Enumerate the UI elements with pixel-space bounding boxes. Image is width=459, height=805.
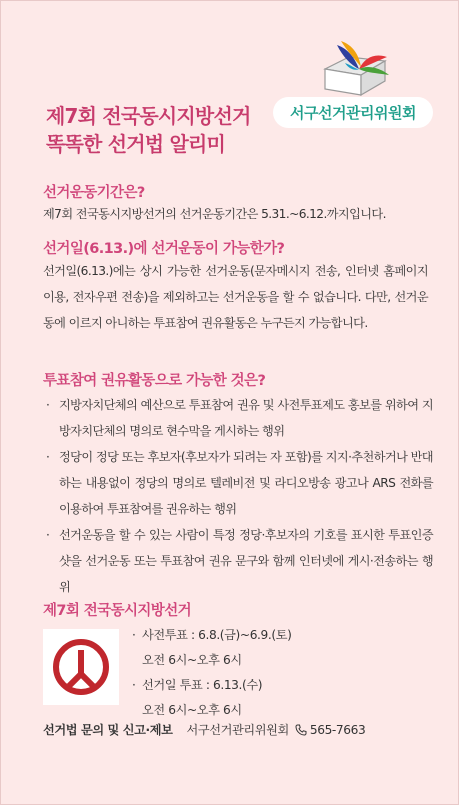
contact-label: 선거법 문의 및 신고·제보: [43, 723, 173, 737]
list-item-text: 정당이 정당 또는 후보자(후보자가 되려는 자 포함)를 지지·추천하거나 반대하는 내용없이 정당의 명의로 텔레비전 및 라디오방송 광고나 ARS 전화를 이용하여 투표참여를 권유하는 행위: [59, 450, 433, 516]
title-line-2: 똑똑한 선거법 알리미: [46, 132, 226, 156]
list-item: [43, 444, 433, 522]
campaign-list: [43, 392, 433, 600]
list-item-text: 선거운동을 할 수 있는 사람이 특정 정당·후보자의 기호를 표시한 투표인증샷을 선거운동 또는 투표참여 권유 문구와 함께 인터넷에 게시·전송하는 행위: [59, 528, 433, 594]
election-day-heading: 선거일(6.13.)에 선거운동이 가능한가?: [43, 241, 285, 257]
election-vote-time: 오전 6시~오후 6시: [142, 703, 242, 717]
election-day-body: 선거일(6.13.)에는 상시 가능한 선거운동(문자메시지 전송, 인터넷 홈페이지 이용, 전자우편 전송)을 제외하고는 선거운동을 할 수 없습니다. 다만, 선거운동에 이르지 아니하는 투표참여 권유활동은 누구든지 가능합니다.: [43, 264, 428, 330]
title-line-1: 제7회 전국동시지방선거: [46, 104, 251, 128]
ballot-box-logo-icon: [315, 39, 397, 97]
schedule-list: [132, 623, 291, 723]
list-item-text: 지방자치단체의 예산으로 투표참여 권유 및 사전투표제도 홍보를 위하여 지방자치단체의 명의로 현수막을 게시하는 행위: [59, 398, 433, 438]
bullet-dot: ·: [46, 450, 50, 464]
schedule-heading: 제7회 전국동시지방선거: [43, 603, 192, 619]
phone-icon: [295, 724, 307, 736]
vote-stamp-icon: [43, 629, 119, 705]
contact-org: 서구선거관리위원회: [186, 723, 289, 737]
election-vote-date: 선거일 투표 : 6.13.(수): [142, 678, 263, 692]
campaign-heading: 투표참여 권유활동으로 가능한 것은?: [43, 373, 266, 389]
early-vote-time: 오전 6시~오후 6시: [142, 653, 242, 667]
bullet-dot: ·: [132, 678, 136, 692]
list-item: [43, 392, 433, 444]
bullet-dot: ·: [46, 528, 50, 542]
contact-footer: [43, 721, 365, 738]
org-badge: 서구선거관리위원회: [273, 97, 433, 128]
period-body: 제7회 전국동시지방선거의 선거운동기간은 5.31.~6.12.까지입니다.: [43, 207, 386, 221]
bullet-dot: ·: [46, 398, 50, 412]
bullet-dot: ·: [132, 628, 136, 642]
page-title: [46, 102, 250, 158]
election-vote-row: [132, 673, 291, 698]
period-heading: 선거운동기간은?: [43, 185, 145, 201]
early-vote-date: 사전투표 : 6.8.(금)~6.9.(토): [142, 628, 292, 642]
early-vote-row: [132, 623, 291, 648]
contact-phone: 565-7663: [309, 722, 366, 737]
list-item: [43, 522, 433, 600]
